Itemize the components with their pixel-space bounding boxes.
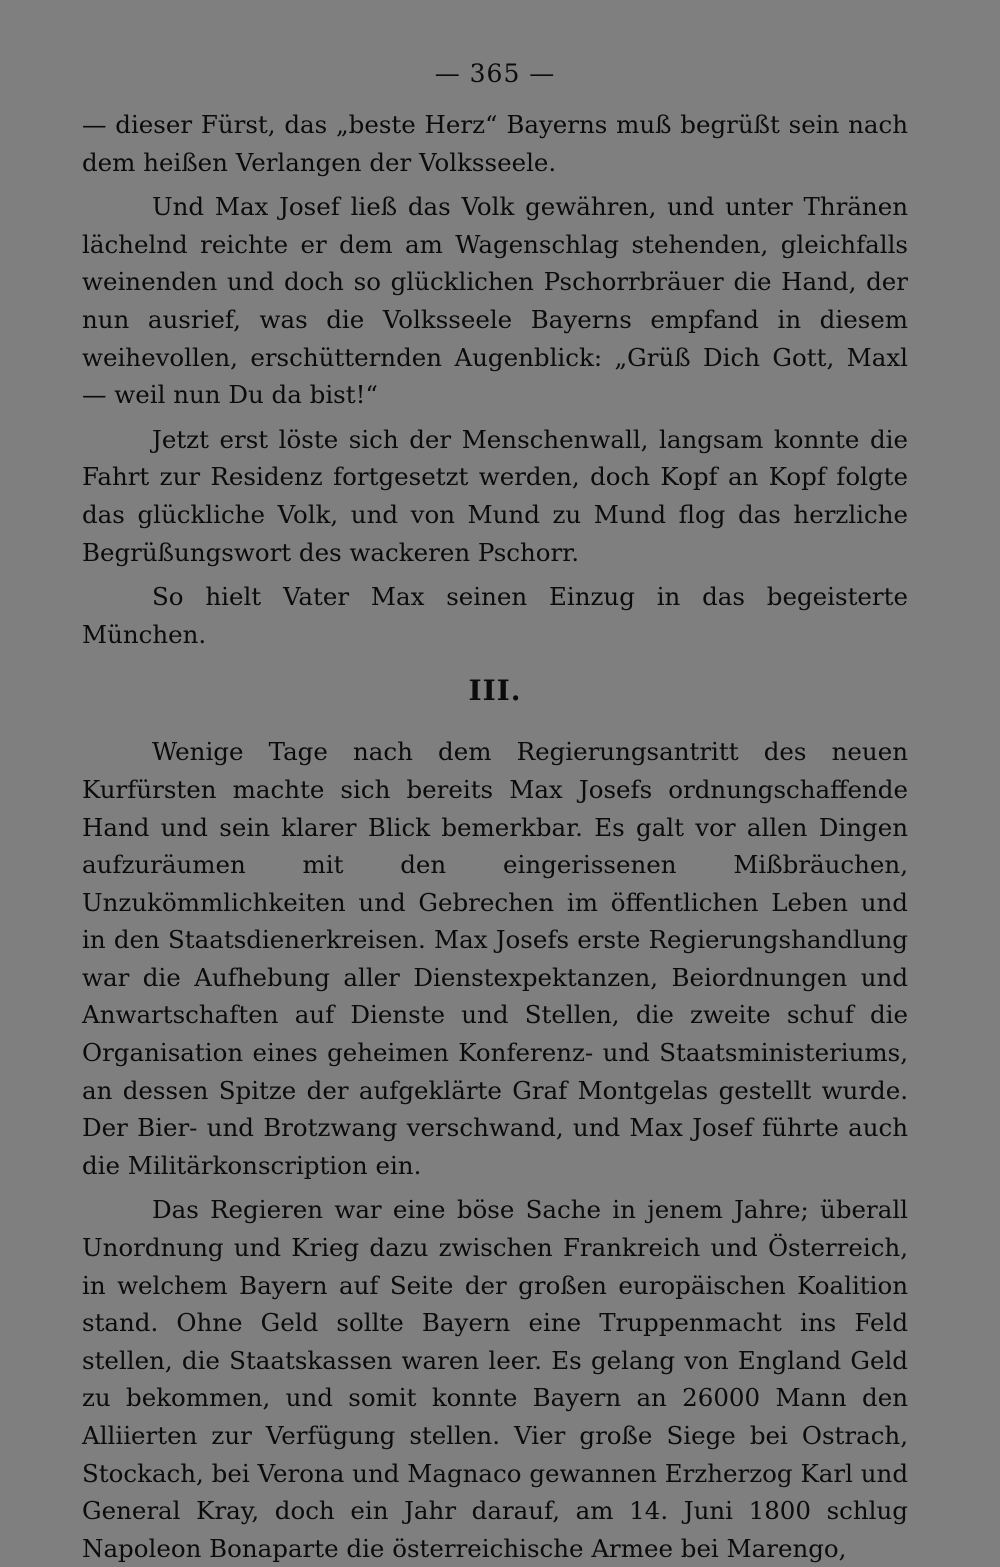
page-number: — 365 — — [434, 59, 556, 88]
paragraph-6: Das Regieren war eine böse Sache in jenem Jahre; überall Unordnung und Krieg dazu zwischen Frankreich und Österreich, in welchem Bayern auf Seite der großen europäischen Koalition stand. Ohne Geld sollte Bayern eine Truppenmacht ins Feld stellen, die Staatskassen waren leer. Es gelang von England Geld zu bekommen, und somit konnte Bayern an 26000 Mann den Alliierten zur Verfügung stellen. Vier große Siege bei Ostrach, Stockach, bei Verona und Magnaco gewannen Erzherzog Karl und General Kray, doch ein Jahr darauf, am 14. Juni 1800 schlug Napoleon Bonaparte die österreichische Armee bei Marengo, — [82, 1195, 908, 1563]
section-heading: III. — [468, 674, 522, 708]
paragraph-2: Und Max Josef ließ das Volk gewähren, und unter Thränen lächelnd reichte er dem am Wagenschlag stehenden, gleichfalls weinenden und doch so glücklichen Pschorrbräuer die Hand, der nun ausrief, was die Volksseele Bayerns empfand in diesem weihevollen, erschütternden Augenblick: „Grüß Dich Gott, Maxl — weil nun Du da bist!“ — [82, 192, 908, 410]
paragraph-1: — dieser Fürst, das „beste Herz“ Bayerns muß begrüßt sein nach dem heißen Verlangen der Volksseele. — [82, 110, 908, 177]
paragraph-4: So hielt Vater Max seinen Einzug in das begeisterte München. — [82, 582, 908, 649]
paragraph-5: Wenige Tage nach dem Regierungsantritt des neuen Kurfürsten machte sich bereits Max Josefs ordnungschaffende Hand und sein klarer Blick bemerkbar. Es galt vor allen Dingen aufzuräumen mit den eingerissenen Mißbräuchen, Unzukömmlichkeiten und Gebrechen im öffentlichen Leben und in den Staatsdienerkreisen. Max Josefs erste Regierungshandlung war die Aufhebung aller Dienstexpektanzen, Beiordnungen und Anwartschaften auf Dienste und Stellen, die zweite schuf die Organisation eines geheimen Konferenz- und Staatsministeriums, an dessen Spitze der aufgeklärte Graf Montgelas gestellt wurde. Der Bier- und Brotzwang verschwand, und Max Josef führte auch die Militärkonscription ein. — [82, 737, 908, 1180]
book-page — [82, 54, 908, 1567]
paragraph-3: Jetzt erst löste sich der Menschenwall, langsam konnte die Fahrt zur Residenz fortgesetzt werden, doch Kopf an Kopf folgte das glückliche Volk, und von Mund zu Mund flog das herzliche Begrüßungswort des wackeren Pschorr. — [82, 424, 908, 567]
